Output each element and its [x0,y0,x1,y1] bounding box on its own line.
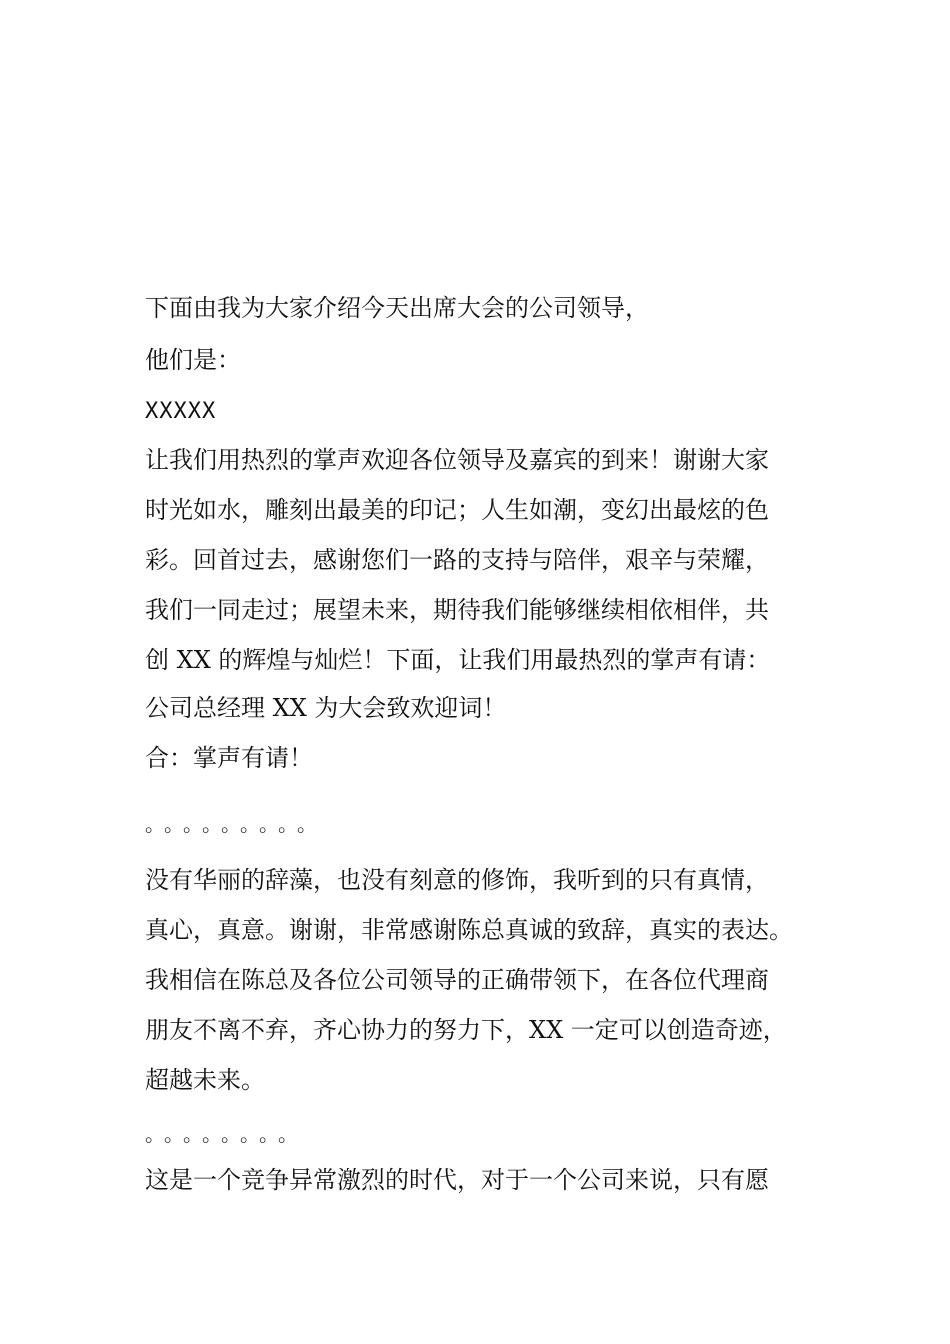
text-line-11: 没有华丽的辞藻，也没有刻意的修饰，我听到的只有真情， [145,866,769,894]
text-line-10: 合：掌声有请！ [145,744,313,772]
text-line-16: 这是一个竞争异常激烈的时代，对于一个公司来说，只有愿 [145,1166,769,1194]
separator-dots-2: 。。。。。。。。 [145,1122,307,1146]
text-line-6: 彩。回首过去，感谢您们一路的支持与陪伴，艰辛与荣耀， [145,546,769,574]
text-line-2: 他们是： [145,346,241,374]
text-line-8: 创 XX 的辉煌与灿烂！下面，让我们用最热烈的掌声有请： [145,646,771,674]
text-line-14: 朋友不离不弃，齐心协力的努力下，XX 一定可以创造奇迹， [145,1016,787,1044]
text-line-3: XXXXX [145,399,217,424]
separator-dots-1: 。。。。。。。。。 [145,812,326,836]
text-line-5: 时光如水，雕刻出最美的印记；人生如潮，变幻出最炫的色 [145,496,769,524]
text-line-9: 公司总经理 XX 为大会致欢迎词！ [145,694,507,722]
text-line-13: 我相信在陈总及各位公司领导的正确带领下，在各位代理商 [145,966,769,994]
text-line-7: 我们一同走过；展望未来，期待我们能够继续相依相伴，共 [145,596,769,624]
text-line-4: 让我们用热烈的掌声欢迎各位领导及嘉宾的到来！谢谢大家 [145,446,769,474]
text-line-12: 真心，真意。谢谢，非常感谢陈总真诚的致辞，真实的表达。 [145,916,793,944]
text-line-15: 超越未来。 [145,1066,265,1094]
text-line-1: 下面由我为大家介绍今天出席大会的公司领导， [145,294,649,322]
